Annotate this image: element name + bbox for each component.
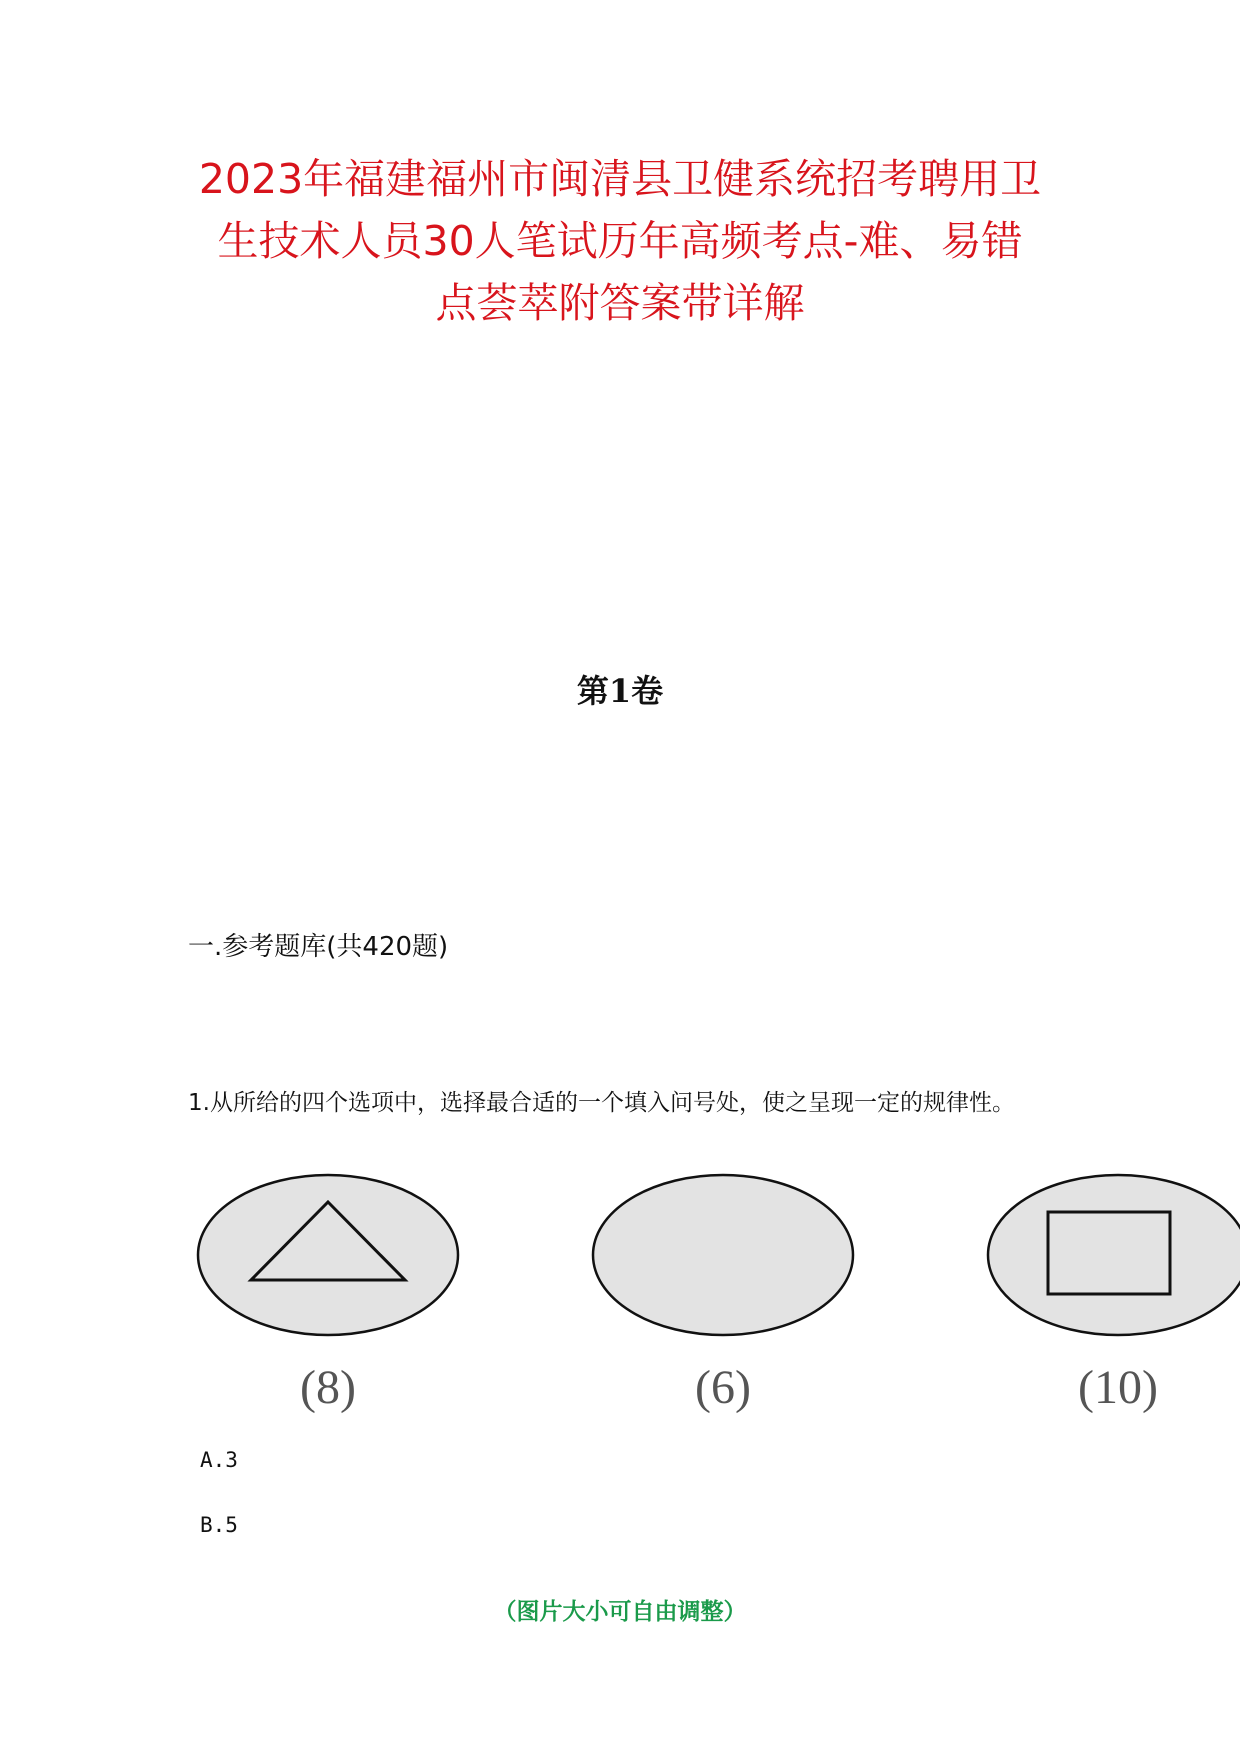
title-line-2: 生技术人员30人笔试历年高频考点-难、易错 (217, 217, 1023, 265)
option-b: B.5 (200, 1513, 238, 1537)
figure-1-label: (8) (300, 1361, 356, 1414)
figure-3 (978, 1160, 1240, 1430)
document-title (150, 148, 1090, 334)
option-a: A.3 (200, 1448, 238, 1472)
question-figures (180, 1160, 1240, 1430)
section-heading: 一.参考题库(共420题) (188, 932, 449, 962)
ellipse-icon (583, 1160, 863, 1360)
title-line-1: 2023年福建福州市闽清县卫健系统招考聘用卫 (198, 155, 1042, 203)
ellipse-with-rectangle-icon (978, 1160, 1240, 1360)
figure-3-label: (10) (1078, 1361, 1158, 1414)
title-line-3: 点荟萃附答案带详解 (435, 279, 805, 327)
figure-2 (583, 1160, 863, 1430)
volume-heading: 第1卷 (576, 672, 664, 710)
figure-2-label: (6) (695, 1361, 751, 1414)
ellipse-with-triangle-icon (188, 1160, 468, 1360)
question-text: 1.从所给的四个选项中，选择最合适的一个填入问号处，使之呈现一定的规律性。 (188, 1090, 1015, 1116)
figure-1 (188, 1160, 468, 1430)
image-resize-note: （图片大小可自由调整） (493, 1599, 747, 1625)
